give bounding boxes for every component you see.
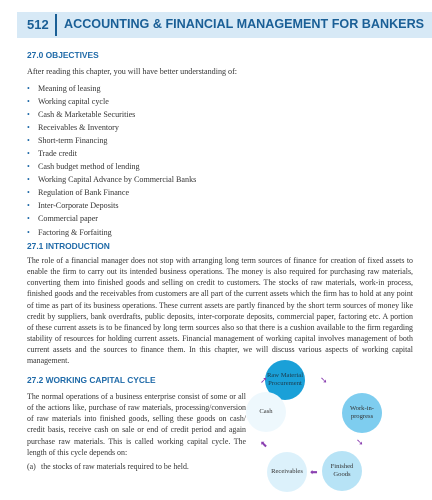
depends-text: the stocks of raw materials required to be held. xyxy=(41,462,189,471)
list-item xyxy=(27,186,407,199)
bullet-icon: • xyxy=(27,162,30,172)
bullet-icon: • xyxy=(27,136,30,146)
objective-text: Receivables & Inventory xyxy=(38,123,119,133)
objectives-heading: 27.0 OBJECTIVES xyxy=(27,50,99,60)
list-item xyxy=(27,212,407,225)
list-marker: (a) xyxy=(27,462,36,471)
arrow-up-right-icon: ➚ xyxy=(260,375,268,385)
bullet-icon: • xyxy=(27,97,30,107)
arrow-down-icon: ➘ xyxy=(356,437,364,447)
objective-text: Working Capital Advance by Commercial Banks xyxy=(38,175,197,185)
objective-text: Meaning of leasing xyxy=(38,84,101,93)
objectives-list xyxy=(27,82,407,239)
bullet-icon: • xyxy=(27,110,30,120)
page-header-title: ACCOUNTING & FINANCIAL MANAGEMENT FOR BANKERS xyxy=(64,17,425,31)
node-label: Receivables xyxy=(271,467,303,475)
introduction-paragraph: The role of a financial manager does not stop with arranging long term sources of finance for creation of fixed assets to enable the firm to carry out its intended business operations. The money is also required for purchasing raw materials, converting them into finished goods and selling on credit to customers. The stocks of raw materials, work-in process, finished goods and the receivables from customers are all part of the current assets which the firm has to hold at any point of time as part of its business operations. These current assets are partly financed by the short term sources of money like credit by suppliers, bank overdrafts, public deposits, inter-corporate deposits, commercial paper, factoring etc. A portion of these current assets is to be financed by long term sources also so that there is a cushion available to the firm regarding stability of resources for holding current assets. Financial management of working capital involves management of both current assets and the sources to finance them. In this chapter, we will discuss various aspects of working capital management. xyxy=(27,256,413,366)
bullet-icon: • xyxy=(27,201,30,211)
list-item xyxy=(27,173,407,186)
list-item xyxy=(27,121,407,134)
node-label: Cash xyxy=(259,407,273,415)
list-item xyxy=(27,82,407,95)
objective-text: Trade credit xyxy=(38,149,78,159)
list-item xyxy=(27,95,407,108)
bullet-icon: • xyxy=(27,214,30,224)
objective-text: Inter-Corporate Deposits xyxy=(38,201,119,211)
list-item xyxy=(27,147,407,160)
objective-text: Cash & Marketable Securities xyxy=(38,110,136,120)
working-capital-cycle-heading: 27.2 WORKING CAPITAL CYCLE xyxy=(27,375,156,385)
arrow-up-left-icon: ⬉ xyxy=(260,439,268,449)
list-item xyxy=(27,134,407,147)
node-label: progress xyxy=(350,413,374,420)
objectives-intro: After reading this chapter, you will have better understanding of: xyxy=(27,67,238,76)
node-label: Finished xyxy=(330,462,354,470)
bullet-icon: • xyxy=(27,227,30,237)
cycle-node-work-in-progress xyxy=(342,393,382,433)
node-label: Raw Material xyxy=(266,371,304,379)
cycle-node-receivables xyxy=(267,452,307,492)
objective-text: Regulation of Bank Finance xyxy=(38,188,130,198)
arrow-left-icon: ⬅ xyxy=(310,467,318,477)
list-item xyxy=(27,160,407,173)
introduction-heading: 27.1 INTRODUCTION xyxy=(27,241,110,251)
objective-text: Short-term Financing xyxy=(38,136,108,146)
list-item xyxy=(27,108,407,121)
objective-text: Working capital cycle xyxy=(38,97,109,107)
objective-text: Cash budget method of lending xyxy=(38,162,140,172)
node-label: Procurement xyxy=(268,380,302,387)
cycle-node-finished-goods xyxy=(322,451,362,491)
working-capital-cycle-paragraph: The normal operations of a business enterprise consist of some or all of the actions like, purchase of raw materials, processing/conversion of raw materials into finished goods, selling these goods on cash/ credit basis, receive cash on sale or end of credit period and again purchase raw materials. This is called working capital cycle. The length of this cycle depends on: xyxy=(27,392,246,457)
objective-text: Factoring & Forfaiting xyxy=(38,227,112,237)
page-number: 512 xyxy=(27,17,49,32)
node-label: Goods xyxy=(333,471,351,478)
list-item xyxy=(27,226,407,239)
list-item xyxy=(27,199,407,212)
bullet-icon: • xyxy=(27,188,30,198)
cycle-node-cash xyxy=(246,392,286,432)
node-label: Work-in- xyxy=(349,404,374,412)
bullet-icon: • xyxy=(27,149,30,159)
bullet-icon: • xyxy=(27,123,30,133)
objective-text: Commercial paper xyxy=(38,214,99,224)
bullet-icon: • xyxy=(27,175,30,185)
arrow-right-icon: ➘ xyxy=(320,375,328,385)
working-capital-cycle-diagram xyxy=(240,360,432,500)
header-divider xyxy=(55,14,57,36)
bullet-icon: • xyxy=(27,84,30,93)
depends-list-item xyxy=(27,462,189,471)
